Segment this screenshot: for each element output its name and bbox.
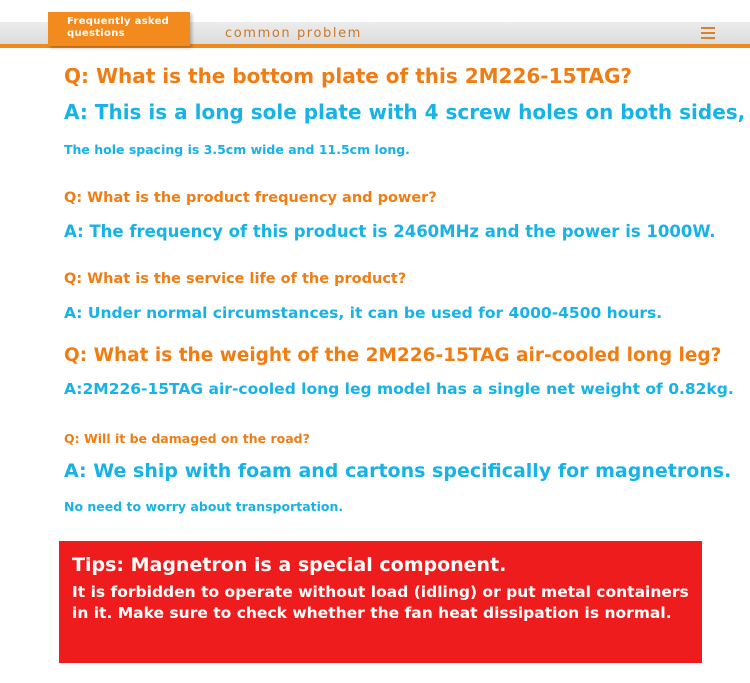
answer-3: A: Under normal circumstances, it can be used for 4000-4500 hours. (64, 304, 663, 322)
answer-2: A: The frequency of this product is 2460MHz and the power is 1000W. (64, 222, 716, 241)
tips-body: It is forbidden to operate without load (idling) or put metal containers in it. Make sure to check whether the fan heat dissipation is normal. (72, 583, 689, 622)
faq-tab (48, 12, 190, 46)
faq-tab-label: Frequently asked questions (67, 16, 170, 39)
section-title: common problem (225, 26, 362, 41)
question-2: Q: What is the product frequency and power? (64, 190, 437, 206)
question-1: Q: What is the bottom plate of this 2M226-15TAG? (64, 64, 633, 88)
hamburger-menu-icon[interactable] (701, 27, 715, 39)
tips-title: Tips: Magnetron is a special component. (72, 554, 507, 576)
answer-1: A: This is a long sole plate with 4 screw holes on both sides, (64, 100, 746, 124)
answer-5-note: No need to worry about transportation. (64, 499, 344, 514)
question-4: Q: What is the weight of the 2M226-15TAG air-cooled long leg? (64, 345, 722, 366)
question-3: Q: What is the service life of the product? (64, 271, 407, 287)
tips-box (59, 541, 702, 663)
answer-5: A: We ship with foam and cartons specifically for magnetrons. (64, 460, 732, 482)
answer-4: A:2M226-15TAG air-cooled long leg model has a single net weight of 0.82kg. (64, 380, 734, 398)
question-5: Q: Will it be damaged on the road? (64, 431, 310, 446)
answer-1-note: The hole spacing is 3.5cm wide and 11.5cm long. (64, 142, 410, 157)
